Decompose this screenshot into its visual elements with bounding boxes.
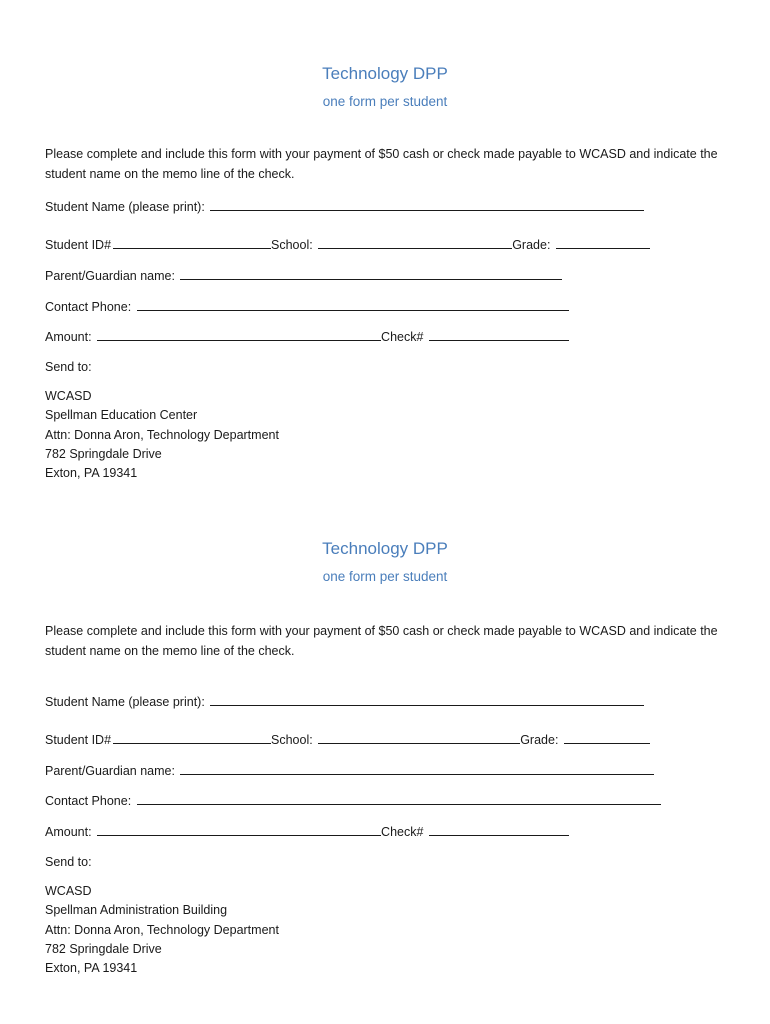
- school-field[interactable]: [318, 236, 512, 249]
- address-line: WCASD: [45, 884, 92, 898]
- student-id-field[interactable]: [113, 236, 271, 249]
- address-line: Exton, PA 19341: [45, 466, 138, 481]
- student-name-field[interactable]: [210, 198, 644, 211]
- student-id-row: [45, 731, 650, 748]
- address-line: Spellman Education Center: [45, 408, 198, 423]
- grade-field[interactable]: [556, 236, 650, 249]
- address-line: Attn: Donna Aron, Technology Department: [45, 427, 279, 442]
- address-line: WCASD: [45, 389, 92, 403]
- student-name-row: [45, 198, 644, 215]
- address-line: Exton, PA 19341: [45, 961, 138, 976]
- parent-label: Parent/Guardian name:: [45, 764, 175, 778]
- parent-field[interactable]: [180, 267, 562, 280]
- amount-label: Amount:: [45, 825, 92, 839]
- phone-field[interactable]: [137, 792, 661, 805]
- student-name-label: Student Name (please print):: [45, 695, 205, 709]
- amount-label: Amount:: [45, 330, 92, 344]
- parent-label: Parent/Guardian name:: [45, 269, 175, 283]
- amount-row: [45, 328, 569, 345]
- amount-row: [45, 823, 569, 840]
- parent-field[interactable]: [180, 762, 654, 775]
- grade-field[interactable]: [564, 731, 650, 744]
- instructions: Please complete and include this form with your payment of $50 cash or check made payable to WCASD and indicate the student name on the memo line of the check.: [45, 147, 718, 181]
- student-name-label: Student Name (please print):: [45, 200, 205, 214]
- instructions: Please complete and include this form with your payment of $50 cash or check made payable to WCASD and indicate the student name on the memo line of the check.: [45, 624, 718, 658]
- grade-label: Grade:: [520, 733, 559, 747]
- grade-label: Grade:: [512, 238, 551, 252]
- phone-row: [45, 298, 569, 315]
- form-subtitle: one form per student: [322, 569, 448, 584]
- address-line: Spellman Administration Building: [45, 903, 228, 918]
- amount-field[interactable]: [97, 328, 381, 341]
- mailing-address: [45, 882, 279, 978]
- parent-row: [45, 267, 562, 284]
- mailing-address: [45, 387, 279, 483]
- phone-label: Contact Phone:: [45, 794, 132, 808]
- check-label: Check#: [381, 330, 424, 344]
- student-id-label: Student ID#: [45, 733, 112, 747]
- school-label: School:: [271, 238, 313, 252]
- school-field[interactable]: [318, 731, 520, 744]
- check-label: Check#: [381, 825, 424, 839]
- student-name-field[interactable]: [210, 693, 644, 706]
- form-subtitle: one form per student: [322, 94, 448, 109]
- send-to-label: Send to:: [45, 360, 92, 374]
- form-title: Technology DPP: [322, 64, 448, 83]
- school-label: School:: [271, 733, 313, 747]
- student-name-row: [45, 693, 644, 710]
- check-field[interactable]: [429, 823, 569, 836]
- amount-field[interactable]: [97, 823, 381, 836]
- phone-field[interactable]: [137, 298, 569, 311]
- student-id-label: Student ID#: [45, 238, 112, 252]
- student-id-row: [45, 236, 650, 253]
- address-line: Attn: Donna Aron, Technology Department: [45, 922, 279, 937]
- student-id-field[interactable]: [113, 731, 271, 744]
- form-title: Technology DPP: [322, 539, 448, 558]
- check-field[interactable]: [429, 328, 569, 341]
- address-line: 782 Springdale Drive: [45, 446, 162, 461]
- address-line: 782 Springdale Drive: [45, 941, 162, 956]
- send-to-label: Send to:: [45, 855, 92, 869]
- phone-label: Contact Phone:: [45, 300, 132, 314]
- phone-row: [45, 792, 661, 809]
- parent-row: [45, 762, 654, 779]
